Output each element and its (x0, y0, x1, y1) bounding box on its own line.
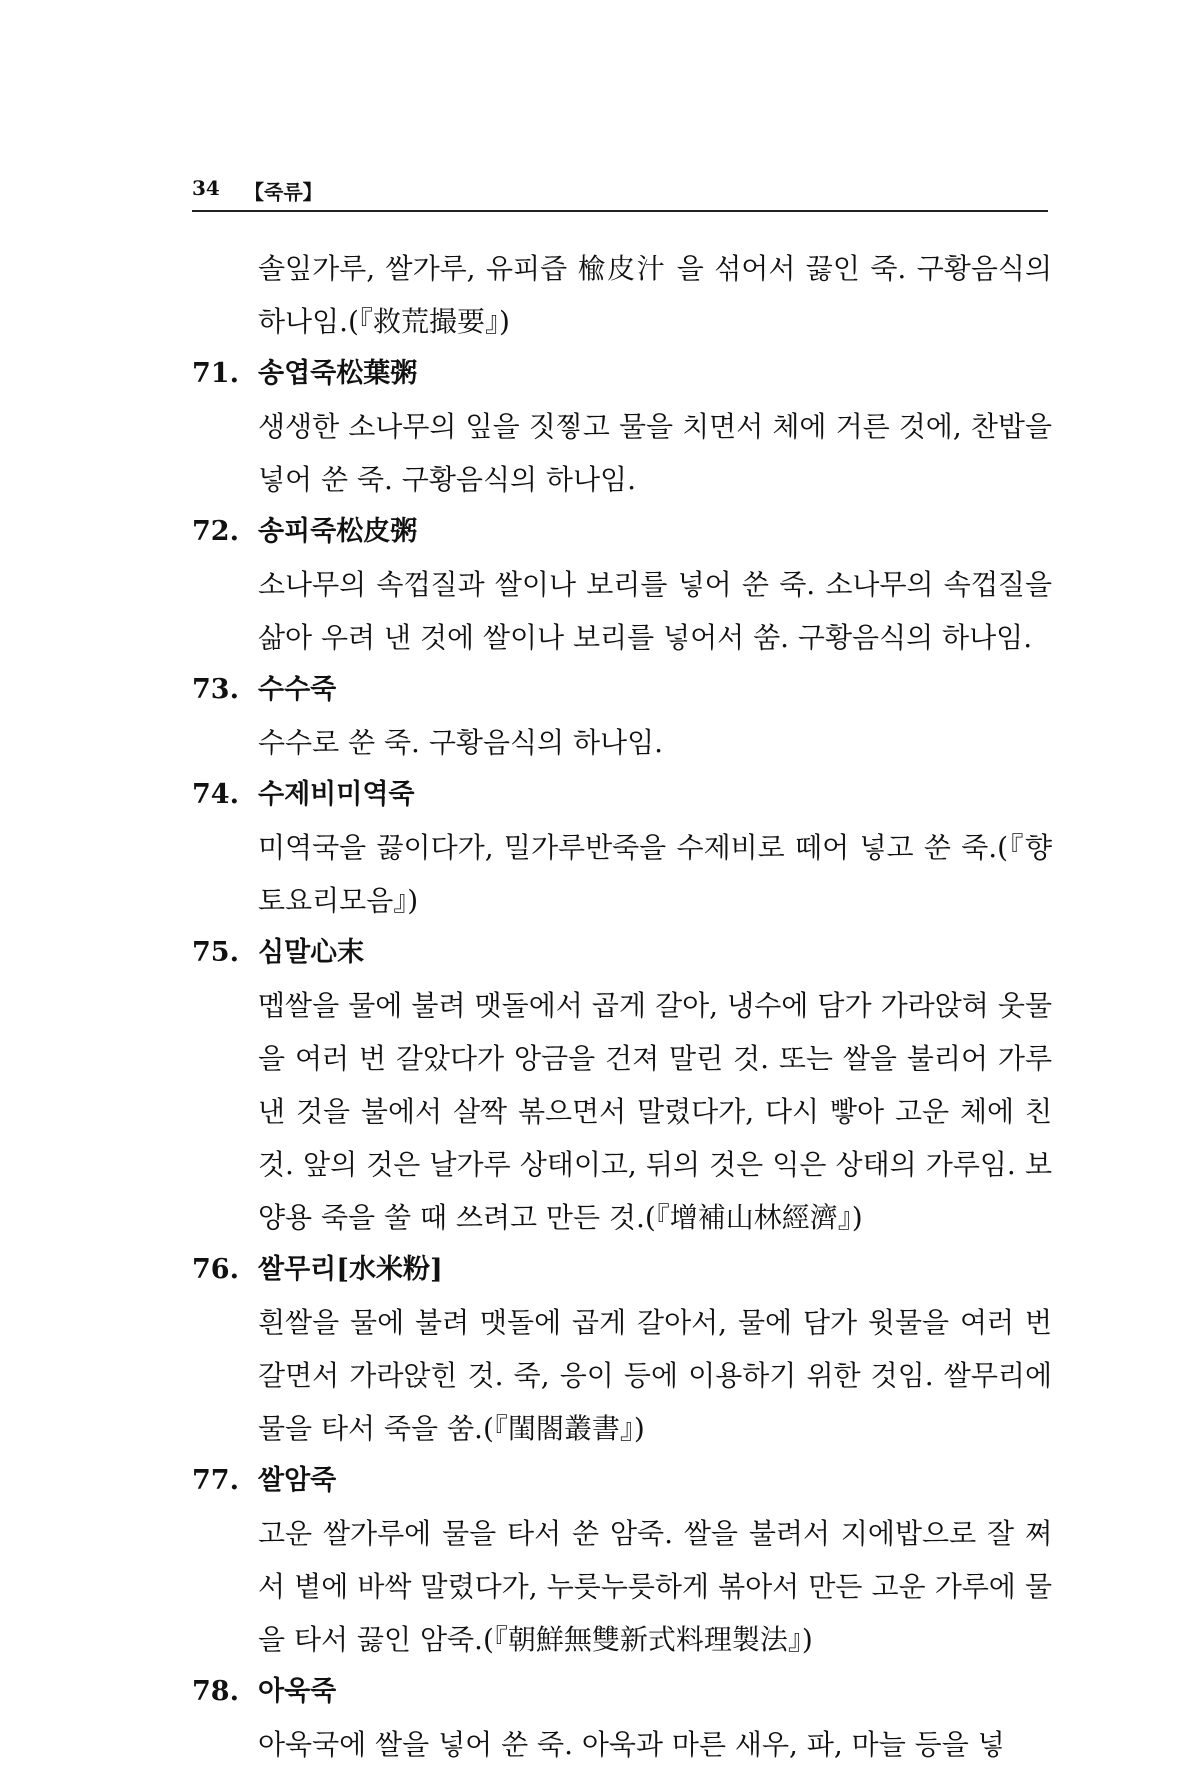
entry-number: 73. (192, 674, 239, 705)
entry-number: 77. (192, 1465, 239, 1496)
entry-title: 송엽죽松葉粥 (258, 358, 418, 389)
entry-title: 수수죽 (258, 674, 337, 705)
entry-title: 송피죽松皮粥 (258, 516, 418, 547)
entry-number: 72. (192, 516, 239, 547)
dictionary-entry (192, 769, 1052, 927)
continued-definition: 솔잎가루, 쌀가루, 유피즙 楡皮汁 을 섞어서 끓인 죽. 구황음식의 하나임.(『救荒撮要』) (258, 252, 1052, 338)
dictionary-entry (192, 348, 1052, 506)
entry-definition: 아욱국에 쌀을 넣어 쑨 죽. 아욱과 마른 새우, 파, 마늘 등을 넣 (258, 1728, 1005, 1761)
entry-title: 아욱죽 (258, 1676, 337, 1707)
running-head: 【죽류】 (244, 180, 323, 204)
page-header (192, 170, 1048, 212)
entry-heading (192, 1455, 1052, 1507)
entry-title: 쌀암죽 (258, 1465, 337, 1496)
entry-heading (192, 1244, 1052, 1296)
dictionary-entry (192, 506, 1052, 664)
entry-number: 75. (192, 937, 239, 968)
entry-definition: 미역국을 끓이다가, 밀가루반죽을 수제비로 떼어 넣고 쑨 죽.(『향토요리모음』) (258, 831, 1052, 917)
entry-definition: 수수로 쑨 죽. 구황음식의 하나임. (258, 726, 664, 759)
dictionary-entry (192, 927, 1052, 1244)
entry-title: 심말心末 (258, 937, 365, 968)
entry-title: 수제비미역죽 (258, 779, 415, 810)
dictionary-content (192, 242, 1052, 1771)
dictionary-entry (192, 664, 1052, 769)
entry-title: 쌀무리[水米粉] (258, 1254, 443, 1285)
entry-heading (192, 506, 1052, 558)
entry-definition: 멥쌀을 물에 불려 맷돌에서 곱게 갈아, 냉수에 담가 가라앉혀 웃물을 여러 번 갈았다가 앙금을 건져 말린 것. 또는 쌀을 불리어 가루 낸 것을 불에서 살짝 볶으면서 말렸다가, 다시 빻아 고운 체에 친 것. 앞의 것은 날가루 상태이고, 뒤의 것은 익은 상태의 가루임. 보양용 죽을 쑬 때 쓰려고 만든 것.(『增補山林經濟』) (258, 989, 1052, 1234)
entry-heading (192, 1666, 1052, 1718)
entry-number: 71. (192, 358, 239, 389)
entry-definition: 고운 쌀가루에 물을 타서 쑨 암죽. 쌀을 불려서 지에밥으로 잘 쪄서 볕에 바싹 말렸다가, 누릇누릇하게 볶아서 만든 고운 가루에 물을 타서 끓인 암죽.(『朝鮮無雙新式料理製法』) (258, 1517, 1052, 1656)
entry-definition: 흰쌀을 물에 불려 맷돌에 곱게 갈아서, 물에 담가 윗물을 여러 번 갈면서 가라앉힌 것. 죽, 응이 등에 이용하기 위한 것임. 쌀무리에 물을 타서 죽을 쑴.(『閨閤叢書』) (258, 1306, 1052, 1445)
entry-heading (192, 769, 1052, 821)
entry-number: 74. (192, 779, 239, 810)
page-number: 34 (192, 176, 220, 200)
entry-definition: 생생한 소나무의 잎을 짓찧고 물을 치면서 체에 거른 것에, 찬밥을 넣어 쑨 죽. 구황음식의 하나임. (258, 410, 1052, 496)
entry-definition: 소나무의 속껍질과 쌀이나 보리를 넣어 쑨 죽. 소나무의 속껍질을 삶아 우려 낸 것에 쌀이나 보리를 넣어서 쑴. 구황음식의 하나임. (258, 568, 1052, 654)
entry-heading (192, 927, 1052, 979)
entry-number: 76. (192, 1254, 239, 1285)
dictionary-entry (192, 1666, 1052, 1771)
entry-heading (192, 664, 1052, 716)
entry-number: 78. (192, 1676, 239, 1707)
dictionary-entry (192, 1455, 1052, 1666)
dictionary-entry (192, 1244, 1052, 1455)
entry-heading (192, 348, 1052, 400)
